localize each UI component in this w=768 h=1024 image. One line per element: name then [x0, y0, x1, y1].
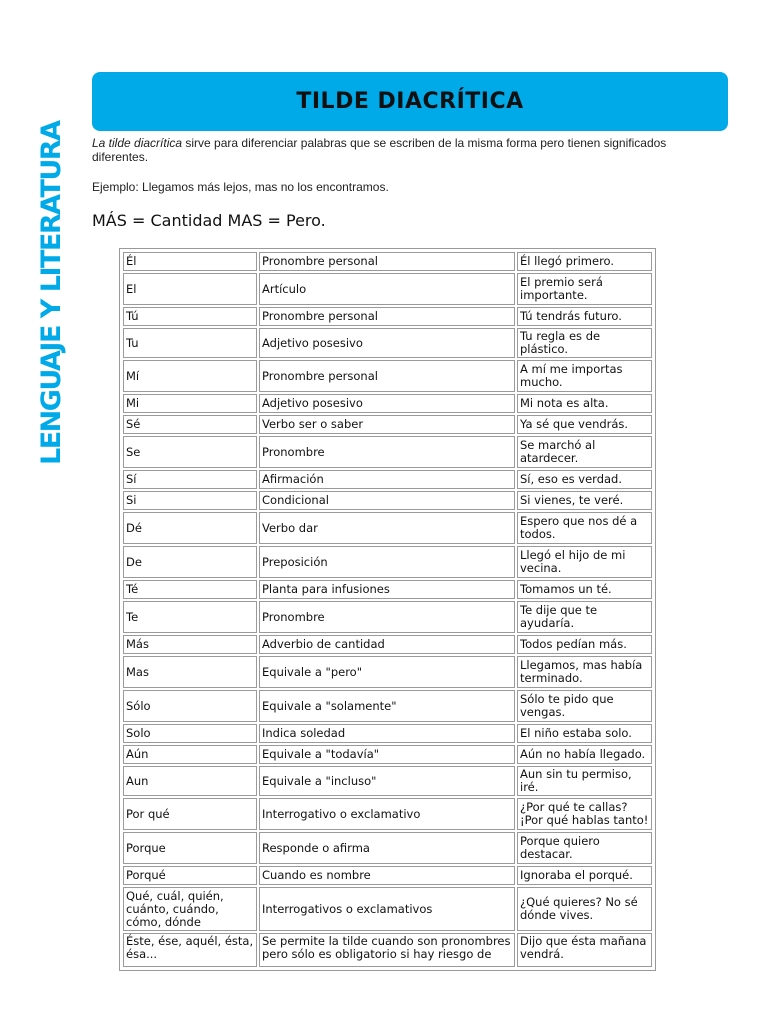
example-cell: A mí me importas mucho. [517, 360, 652, 392]
example-cell: Sí, eso es verdad. [517, 470, 652, 489]
diacritic-table-frame [119, 248, 656, 971]
example-cell: ¿Por qué te callas? ¡Por qué hablas tanto! [517, 798, 652, 830]
meaning-cell: Responde o afirma [259, 832, 515, 864]
meaning-cell: Verbo ser o saber [259, 415, 515, 434]
word-cell: Sé [123, 415, 257, 434]
diacritic-table [121, 250, 654, 969]
table-row [123, 635, 652, 654]
table-row [123, 546, 652, 578]
meaning-cell: Planta para infusiones [259, 580, 515, 599]
meaning-cell: Cuando es nombre [259, 866, 515, 885]
word-cell: Él [123, 252, 257, 271]
table-row [123, 394, 652, 413]
meaning-cell: Adverbio de cantidad [259, 635, 515, 654]
table-row [123, 656, 652, 688]
example-cell: Ignoraba el porqué. [517, 866, 652, 885]
table-row [123, 436, 652, 468]
meaning-cell: Pronombre [259, 601, 515, 633]
word-cell: Te [123, 601, 257, 633]
table-row [123, 798, 652, 830]
table-row [123, 832, 652, 864]
example-cell: El niño estaba solo. [517, 724, 652, 743]
word-cell: Sí [123, 470, 257, 489]
table-row [123, 887, 652, 931]
word-cell: Más [123, 635, 257, 654]
table-row [123, 273, 652, 305]
example-cell: Ya sé que vendrás. [517, 415, 652, 434]
table-row [123, 690, 652, 722]
meaning-cell: Se permite la tilde cuando son pronombres pero sólo es obligatorio si hay riesgo de [259, 933, 515, 967]
table-row [123, 766, 652, 796]
intro-text: sirve para diferenciar palabras que se escriben de la misma forma pero tienen significados diferentes. [92, 136, 667, 164]
word-cell: Mi [123, 394, 257, 413]
example-cell: Tú tendrás futuro. [517, 307, 652, 326]
meaning-cell: Preposición [259, 546, 515, 578]
example-cell: Tomamos un té. [517, 580, 652, 599]
word-cell: Tu [123, 328, 257, 358]
example-sentence: Ejemplo: Llegamos más lejos, mas no los encontramos. [92, 180, 389, 194]
table-row [123, 933, 652, 967]
example-cell: Todos pedían más. [517, 635, 652, 654]
page-title: TILDE DIACRÍTICA [296, 89, 524, 114]
subject-side-label: LENGUAJE Y LITERATURA [36, 121, 67, 465]
example-cell: El premio será importante. [517, 273, 652, 305]
meaning-cell: Artículo [259, 273, 515, 305]
intro-paragraph [92, 136, 692, 164]
meaning-cell: Condicional [259, 491, 515, 510]
word-cell: El [123, 273, 257, 305]
table-row [123, 491, 652, 510]
word-cell: Porque [123, 832, 257, 864]
word-cell: Qué, cuál, quién, cuánto, cuándo, cómo, dónde [123, 887, 257, 931]
table-row [123, 601, 652, 633]
example-cell: Porque quiero destacar. [517, 832, 652, 864]
word-cell: Mas [123, 656, 257, 688]
example-cell: Aún no había llegado. [517, 745, 652, 764]
meaning-cell: Equivale a "incluso" [259, 766, 515, 796]
example-cell: Aun sin tu permiso, iré. [517, 766, 652, 796]
word-cell: Si [123, 491, 257, 510]
word-cell: Éste, ése, aquél, ésta, ésa... [123, 933, 257, 967]
meaning-cell: Pronombre [259, 436, 515, 468]
example-cell: Dijo que ésta mañana vendrá. [517, 933, 652, 967]
word-cell: Dé [123, 512, 257, 544]
meaning-cell: Verbo dar [259, 512, 515, 544]
meaning-cell: Equivale a "solamente" [259, 690, 515, 722]
example-cell: Te dije que te ayudaría. [517, 601, 652, 633]
word-cell: De [123, 546, 257, 578]
example-cell: Sólo te pido que vengas. [517, 690, 652, 722]
word-cell: Aun [123, 766, 257, 796]
meaning-cell: Pronombre personal [259, 360, 515, 392]
meaning-cell: Equivale a "todavía" [259, 745, 515, 764]
table-row [123, 724, 652, 743]
word-cell: Se [123, 436, 257, 468]
intro-term: La tilde diacrítica [92, 136, 183, 150]
word-cell: Aún [123, 745, 257, 764]
example-cell: Él llegó primero. [517, 252, 652, 271]
table-row [123, 470, 652, 489]
table-row [123, 866, 652, 885]
meaning-cell: Adjetivo posesivo [259, 328, 515, 358]
meaning-cell: Pronombre personal [259, 252, 515, 271]
word-cell: Mí [123, 360, 257, 392]
meaning-cell: Interrogativos o exclamativos [259, 887, 515, 931]
example-cell: ¿Qué quieres? No sé dónde vives. [517, 887, 652, 931]
formula-line: MÁS = Cantidad MAS = Pero. [92, 211, 326, 230]
meaning-cell: Adjetivo posesivo [259, 394, 515, 413]
meaning-cell: Pronombre personal [259, 307, 515, 326]
example-cell: Llegó el hijo de mi vecina. [517, 546, 652, 578]
table-row [123, 328, 652, 358]
word-cell: Tú [123, 307, 257, 326]
table-row [123, 252, 652, 271]
meaning-cell: Indica soledad [259, 724, 515, 743]
meaning-cell: Interrogativo o exclamativo [259, 798, 515, 830]
word-cell: Sólo [123, 690, 257, 722]
example-cell: Llegamos, mas había terminado. [517, 656, 652, 688]
example-cell: Se marchó al atardecer. [517, 436, 652, 468]
table-row [123, 512, 652, 544]
word-cell: Porqué [123, 866, 257, 885]
meaning-cell: Afirmación [259, 470, 515, 489]
example-cell: Si vienes, te veré. [517, 491, 652, 510]
table-row [123, 360, 652, 392]
table-row [123, 415, 652, 434]
meaning-cell: Equivale a "pero" [259, 656, 515, 688]
table-row [123, 580, 652, 599]
word-cell: Por qué [123, 798, 257, 830]
example-cell: Espero que nos dé a todos. [517, 512, 652, 544]
table-row [123, 307, 652, 326]
example-cell: Mi nota es alta. [517, 394, 652, 413]
example-cell: Tu regla es de plástico. [517, 328, 652, 358]
word-cell: Té [123, 580, 257, 599]
title-banner [92, 72, 728, 131]
table-row [123, 745, 652, 764]
word-cell: Solo [123, 724, 257, 743]
